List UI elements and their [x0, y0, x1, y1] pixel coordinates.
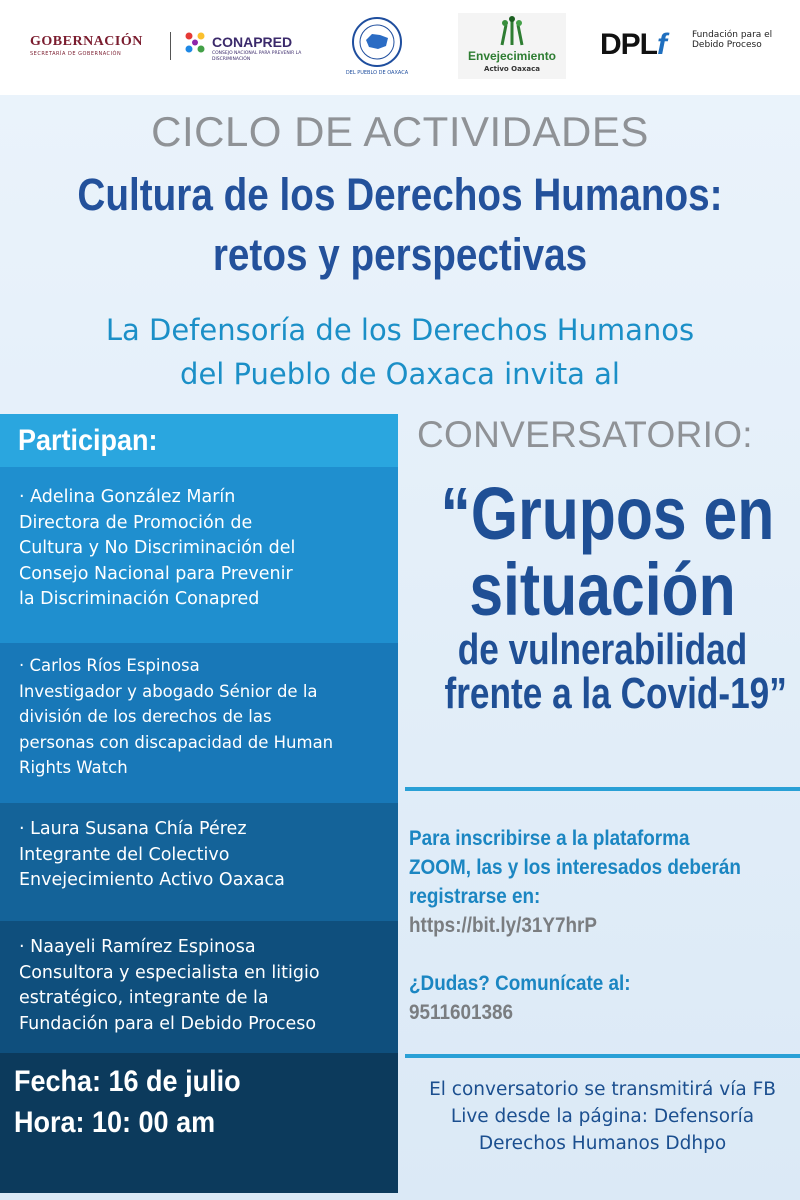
ddhpo-logo [338, 16, 416, 80]
conapred-sub: CONSEJO NACIONAL PARA PREVENIR LA DISCRIMINACIÓN [212, 51, 302, 62]
event-title [56, 165, 744, 285]
transmission-line2: Live desde la página: Defensoría [450, 1106, 755, 1127]
participant-3-line: Integrante del Colectivo [19, 844, 230, 865]
event-title-line1: Cultura de los Derechos Humanos: [77, 169, 723, 220]
event-title-line2: retos y perspectivas [212, 229, 588, 280]
participant-2-line: Rights Watch [19, 758, 128, 777]
registration-spacer [409, 940, 756, 969]
participant-4-line: · Naayeli Ramírez Espinosa [19, 937, 256, 957]
envejecimiento-name: Envejecimiento [467, 49, 557, 63]
participant-4-line: Fundación para el Debido Proceso [19, 1013, 317, 1034]
envejecimiento-sub: Activo Oaxaca [484, 65, 540, 73]
participant-3 [0, 803, 398, 921]
participant-4-line: estratégico, integrante de la [19, 988, 269, 1008]
divider-top [405, 787, 800, 791]
logo-bar [0, 0, 800, 95]
contact-phone[interactable]: 9511601386 [409, 1001, 514, 1024]
ddhpo-caption: DEL PUEBLO DE OAXACA [345, 70, 409, 76]
conapred-mark-icon [182, 30, 208, 56]
conversatorio-title-line1: “Grupos en [440, 472, 775, 555]
conversatorio-label: CONVERSATORIO: [417, 414, 753, 455]
dplf-mark [600, 28, 666, 62]
invite-line2: del Pueblo de Oaxaca invita al [180, 357, 620, 391]
event-date: Fecha: 16 de julio [14, 1065, 241, 1098]
registration-info [409, 824, 794, 1027]
gobernacion-name: GOBERNACIÓN [30, 34, 143, 49]
dudas-label: ¿Dudas? Comunícate al: [409, 972, 631, 995]
participants-column [0, 414, 398, 1193]
date-time-block [0, 1053, 398, 1193]
participants-heading-text: Participan: [18, 424, 158, 457]
transmission-info [405, 1076, 800, 1157]
participant-4-line: Consultora y especialista en litigio [19, 962, 320, 983]
ciclo-heading: CICLO DE ACTIVIDADES [151, 108, 649, 155]
dplf-sub: Fundación para el Debido Proceso [692, 30, 773, 50]
invite-text [0, 308, 800, 396]
participant-1-line: Cultura y No Discriminación del [19, 538, 296, 558]
registration-line1: Para inscribirse a la plataforma [409, 827, 690, 850]
conapred-name: CONAPRED [212, 34, 293, 50]
registration-line2: ZOOM, las y los interesados deberán [409, 856, 741, 879]
participant-1-line: Directora de Promoción de [19, 512, 253, 533]
conversatorio-title-line2: situación [469, 548, 736, 631]
participant-1-line: la Discriminación Conapred [19, 589, 260, 609]
participant-4 [0, 921, 398, 1053]
dplf-mark-text: DPL [600, 28, 657, 61]
conversatorio-title-line4: frente a la Covid-19” [444, 669, 787, 718]
envejecimiento-logo [458, 13, 566, 79]
registration-url[interactable]: https://bit.ly/31Y7hrP [409, 914, 597, 937]
dplf-mark-f: f [657, 28, 666, 61]
transmission-line1: El conversatorio se transmitirá vía FB [429, 1079, 776, 1100]
transmission-line3: Derechos Humanos Ddhpo [478, 1133, 727, 1154]
conversatorio-title [405, 472, 800, 718]
conapred-logo [180, 28, 320, 68]
participant-3-line: · Laura Susana Chía Pérez [19, 819, 247, 839]
gobernacion-sub: SECRETARÍA DE GOBERNACIÓN [30, 51, 122, 57]
registration-line3: registrarse en: [409, 885, 541, 908]
participant-2-line: Investigador y abogado Sénior de la [19, 681, 318, 701]
gobernacion-logo [30, 34, 160, 57]
divider-bottom [405, 1054, 800, 1058]
dplf-logo [600, 28, 780, 68]
invite-line1: La Defensoría de los Derechos Humanos [105, 313, 695, 347]
participant-2-line: división de los derechos de las [19, 707, 272, 726]
participant-2-line: personas con discapacidad de Human [19, 732, 334, 752]
participant-2 [0, 643, 398, 803]
participants-heading [0, 414, 398, 467]
participant-1-line: · Adelina González Marín [19, 487, 236, 507]
event-time: Hora: 10: 00 am [14, 1106, 216, 1139]
participant-3-line: Envejecimiento Activo Oaxaca [19, 870, 285, 890]
conversatorio-title-line3: de vulnerabilidad [457, 625, 748, 674]
participant-1 [0, 467, 398, 643]
participant-1-line: Consejo Nacional para Prevenir [19, 563, 293, 584]
people-tree-icon [458, 13, 566, 49]
logo-divider [170, 32, 171, 60]
ddhpo-seal-icon [338, 16, 416, 70]
participant-2-line: · Carlos Ríos Espinosa [19, 656, 200, 675]
